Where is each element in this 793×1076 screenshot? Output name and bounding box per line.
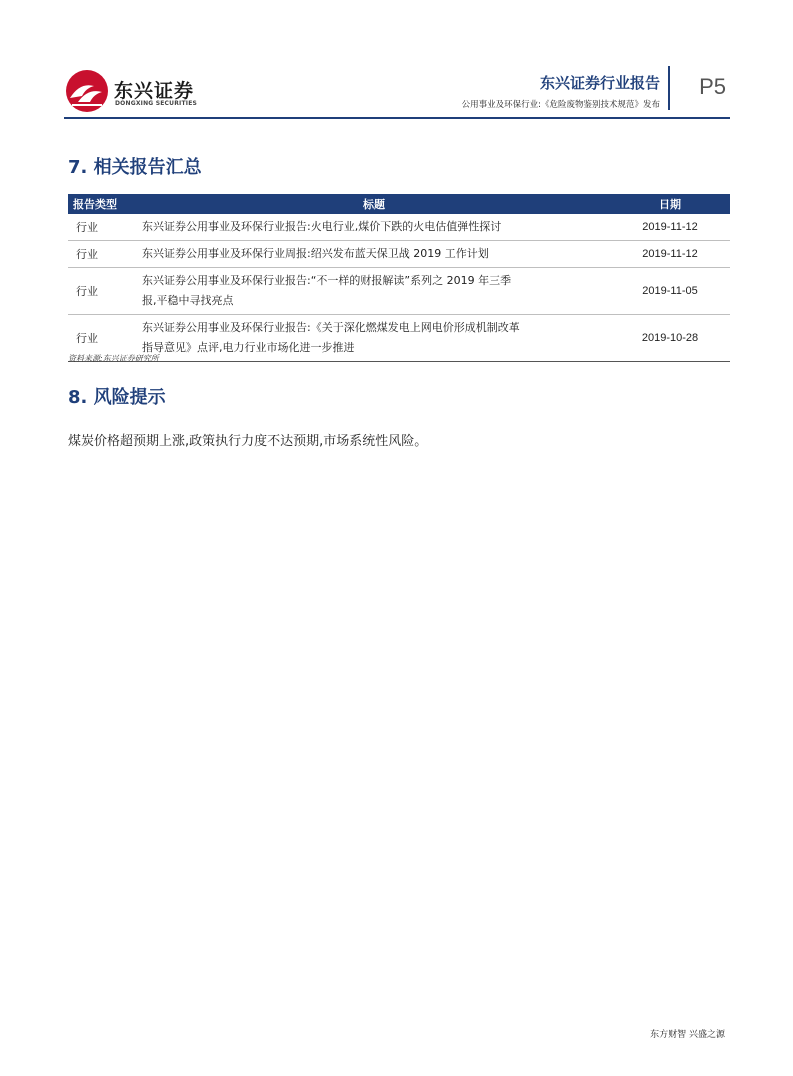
report-title-line: 报,平稳中寻找亮点 [142, 294, 234, 307]
report-title-line: 指导意见》点评,电力行业市场化进一步推进 [142, 341, 355, 354]
report-date-cell: 2019-11-12 [610, 214, 730, 241]
table-source-note: 资料来源:东兴证券研究所 [68, 354, 159, 363]
page-footer-slogan: 东方财智 兴盛之源 [650, 1030, 725, 1040]
table-row [68, 268, 730, 315]
report-title-line: 东兴证券公用事业及环保行业报告:火电行业,煤价下跌的火电估值弹性探讨 [142, 220, 502, 233]
report-title-cell [138, 268, 610, 315]
section-title-related-reports: 7. 相关报告汇总 [68, 157, 202, 178]
risk-paragraph: 煤炭价格超预期上涨,政策执行力度不达预期,市场系统性风险。 [68, 434, 428, 449]
report-title-cell [138, 315, 610, 362]
header-rule [64, 117, 730, 119]
report-date-cell: 2019-11-05 [610, 268, 730, 315]
company-logo [64, 68, 264, 114]
table-row [68, 315, 730, 362]
report-subtitle: 公用事业及环保行业:《危险废物鉴别技术规范》发布 [461, 100, 660, 110]
report-date-cell: 2019-10-28 [610, 315, 730, 362]
report-title-cell [138, 241, 610, 268]
report-title-line: 东兴证券公用事业及环保行业周报:绍兴发布蓝天保卫战 2019 工作计划 [142, 247, 489, 260]
logo-chinese-name: 东兴证券 [114, 80, 195, 102]
report-type-cell: 行业 [68, 241, 138, 268]
logo-english-name: DONGXING SECURITIES [115, 100, 198, 107]
column-header-date: 日期 [659, 198, 681, 211]
column-header-title: 标题 [363, 198, 385, 211]
report-type-cell: 行业 [68, 268, 138, 315]
column-header-type: 报告类型 [73, 198, 117, 211]
report-date-cell: 2019-11-12 [610, 241, 730, 268]
header-separator [668, 66, 670, 110]
table-row [68, 214, 730, 241]
table-header-row [68, 194, 730, 214]
report-title-line: 东兴证券公用事业及环保行业报告:“不一样的财报解读”系列之 2019 年三季 [142, 274, 512, 287]
dongxing-logo-icon [64, 68, 110, 114]
table-row [68, 241, 730, 268]
report-type-cell: 行业 [68, 315, 138, 362]
report-type-title: 东兴证券行业报告 [539, 74, 660, 92]
related-reports-table [68, 194, 730, 362]
section-title-risk: 8. 风险提示 [68, 387, 166, 408]
page-header [64, 60, 730, 120]
page-number: P5 [699, 74, 726, 99]
report-title-line: 东兴证券公用事业及环保行业报告:《关于深化燃煤发电上网电价形成机制改革 [142, 321, 520, 334]
report-title-cell [138, 214, 610, 241]
report-type-cell: 行业 [68, 214, 138, 241]
